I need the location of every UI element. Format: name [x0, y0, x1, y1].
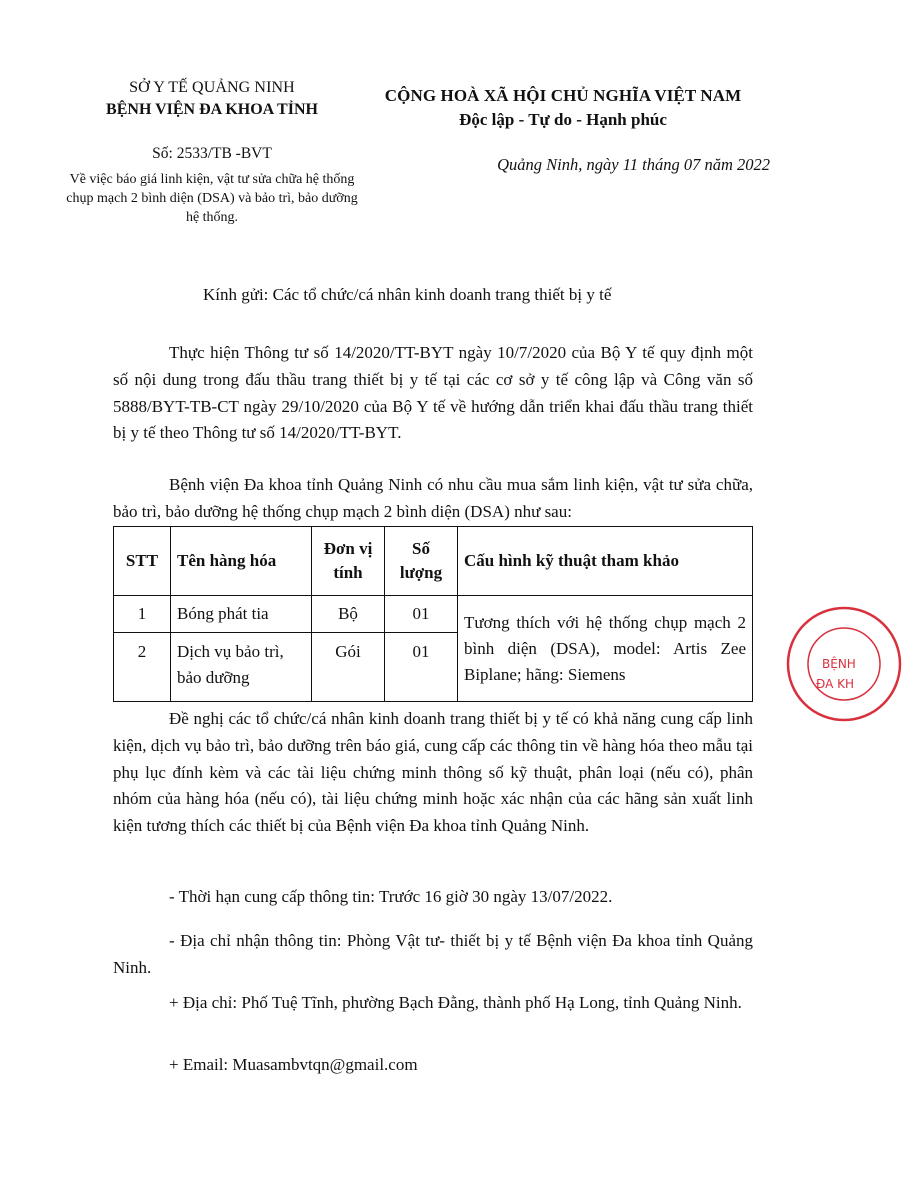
cell-spec-merged: Tương thích với hệ thống chụp mạch 2 bình diện (DSA), model: Artis Zee Biplane; hãng: Siemens — [458, 596, 753, 702]
paragraph-request: Đề nghị các tổ chức/cá nhân kinh doanh trang thiết bị y tế có khả năng cung cấp linh kiện, dịch vụ bảo trì, bảo dưỡng trên báo giá, cung cấp các thông tin về hàng hóa theo mẫu tại phụ lục đính kèm và các tài liệu chứng minh thông số kỹ thuật, phân loại (nếu có), phân nhóm của hàng hóa (nếu có), tài liệu chứng minh hoặc xác nhận của các hãng sản xuất linh kiện tương thích các thiết bị của Bệnh viện Đa khoa tỉnh Quảng Ninh. — [113, 709, 753, 836]
issuer-block — [62, 77, 362, 227]
cell-quantity: 01 — [385, 633, 458, 702]
paragraph-legal-basis: Thực hiện Thông tư số 14/2020/TT-BYT ngày 10/7/2020 của Bộ Y tế quy định một số nội dung trong đấu thầu trang thiết bị y tế tại các cơ sở y tế công lập và Công văn số 5888/BYT-TB-CT ngày 29/10/2020 của Bộ Y tế về hướng dẫn triển khai đấu thầu trang thiết bị y tế theo Thông tư số 14/2020/TT-BYT. — [113, 343, 753, 443]
official-stamp — [784, 604, 904, 724]
issue-date: Quảng Ninh, ngày 11 tháng 07 năm 2022 — [497, 155, 770, 174]
national-title-block — [360, 84, 766, 132]
agency-name: SỞ Y TẾ QUẢNG NINH — [129, 79, 295, 96]
document-subject: Về việc báo giá linh kiện, vật tư sửa chữa hệ thống chụp mạch 2 bình diện (DSA) và bảo trì, bảo dưỡng hệ thống. — [66, 172, 358, 225]
header-spec: Cấu hình kỹ thuật tham khảo — [458, 527, 753, 596]
cell-unit: Bộ — [312, 596, 385, 633]
cell-item-name: Bóng phát tia — [171, 596, 312, 633]
national-motto: Độc lập - Tự do - Hạnh phúc — [459, 110, 667, 129]
cell-stt: 1 — [114, 596, 171, 633]
header-quantity: Số lượng — [385, 527, 458, 596]
national-title: CỘNG HOÀ XÃ HỘI CHỦ NGHĨA VIỆT NAM — [384, 86, 742, 105]
header-unit: Đơn vị tính — [312, 527, 385, 596]
paragraph-procurement-need: Bệnh viện Đa khoa tỉnh Quảng Ninh có nhu cầu mua sắm linh kiện, vật tư sửa chữa, bảo trì, bảo dưỡng hệ thống chụp mạch 2 bình diện (DSA) như sau: — [113, 475, 753, 521]
paragraph-receiving-office: - Địa chỉ nhận thông tin: Phòng Vật tư- thiết bị y tế Bệnh viện Đa khoa tỉnh Quảng Ninh. — [113, 931, 753, 977]
document-number: Số: 2533/TB -BVT — [152, 145, 272, 162]
cell-quantity: 01 — [385, 596, 458, 633]
table-header-row — [114, 527, 753, 596]
table-row — [114, 596, 753, 633]
hospital-name: BỆNH VIỆN ĐA KHOA TỈNH — [106, 101, 318, 118]
recipient-line: Kính gửi: Các tổ chức/cá nhân kinh doanh trang thiết bị y tế — [203, 285, 612, 304]
stamp-text-line1: BỆNH — [822, 657, 856, 671]
paragraph-deadline: - Thời hạn cung cấp thông tin: Trước 16 giờ 30 ngày 13/07/2022. — [169, 887, 613, 906]
cell-stt: 2 — [114, 633, 171, 702]
items-table — [113, 526, 753, 702]
stamp-text-line2: ĐA KH — [816, 677, 855, 691]
header-stt: STT — [114, 527, 171, 596]
header-item-name: Tên hàng hóa — [171, 527, 312, 596]
paragraph-address: + Địa chỉ: Phố Tuệ Tĩnh, phường Bạch Đằng, thành phố Hạ Long, tỉnh Quảng Ninh. — [169, 993, 742, 1012]
cell-unit: Gói — [312, 633, 385, 702]
cell-item-name: Dịch vụ bảo trì, bảo dưỡng — [171, 633, 312, 702]
paragraph-email: + Email: Muasambvtqn@gmail.com — [169, 1055, 418, 1074]
